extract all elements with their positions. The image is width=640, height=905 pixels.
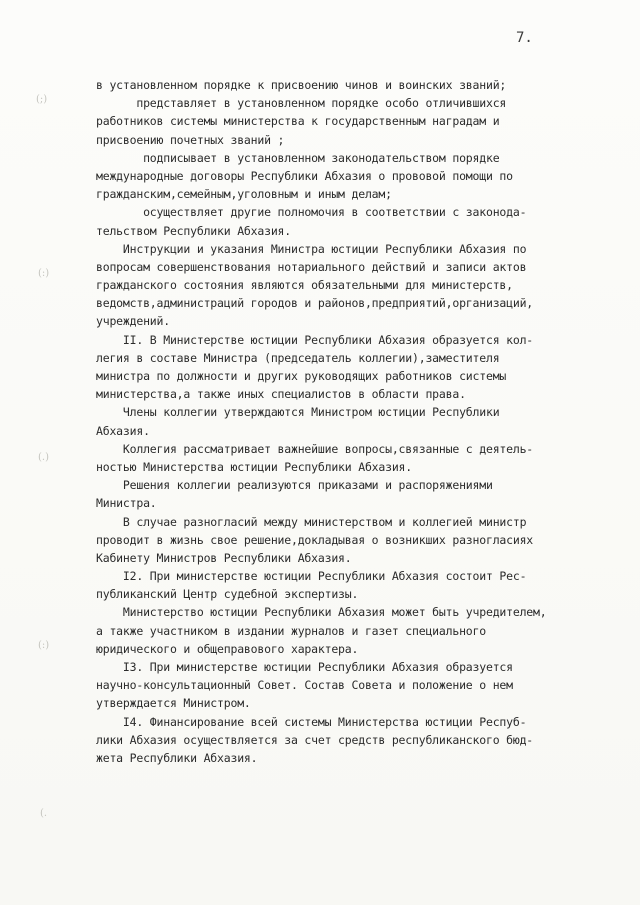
document-body [96, 76, 616, 767]
text-line: работников системы министерства к государственным наградам и [96, 114, 500, 129]
text-line: I4. Финансирование всей системы Министерства юстиции Респуб- [96, 714, 527, 729]
text-line: гражданского состояния являются обязательными для министерств, [96, 278, 513, 293]
text-line: ностью Министерства юстиции Республики Абхазия. [96, 459, 413, 474]
text-line: II. В Министерстве юстиции Республики Абхазия образуется кол- [96, 332, 534, 347]
text-line: а также участником в издании журналов и газет специального [96, 623, 486, 638]
text-line: В случае разногласий между министерством и коллегией министр [96, 514, 527, 529]
text-line: ведомств,администраций городов и районов,предприятий,организаций, [96, 296, 534, 311]
punch-hole-mark: (. [40, 808, 48, 819]
text-line: I3. При министерстве юстиции Республики Абхазия образуется [96, 660, 513, 674]
text-line: жета Республики Абхазия. [96, 750, 258, 765]
text-line: Решения коллегии реализуются приказами и распоряжениями [96, 478, 493, 493]
text-line: научно-консультационный Совет. Состав Совета и положение о нем [96, 678, 513, 693]
punch-hole-mark: (;) [36, 94, 48, 105]
text-line: Кабинету Министров Республики Абхазия. [96, 550, 352, 565]
text-line: Министра. [96, 496, 157, 511]
text-line: учреждений. [96, 314, 170, 329]
page-number: 7. [516, 30, 533, 46]
text-line: Абхазия. [96, 423, 150, 438]
text-line: вопросам совершенствования нотариального действий и записи актов [96, 259, 527, 274]
text-line: Коллегия рассматривает важнейшие вопросы,связанные с деятель- [96, 441, 534, 456]
text-line: в установленном порядке к присвоению чинов и воинских званий; [96, 78, 507, 92]
text-line: осуществляет другие полномочия в соответствии с законода- [96, 205, 527, 220]
text-line: Члены коллегии утверждаются Министром юстиции Республики [96, 405, 500, 420]
text-line: министра по должности и других руководящих работников системы [96, 369, 507, 383]
text-line: подписывает в установленном законодательством порядке [96, 150, 500, 165]
text-line: присвоению почетных званий ; [96, 132, 285, 147]
text-line: международные договоры Республики Абхазия о прововой помощи по [96, 168, 513, 183]
text-line: утверждается Министром. [96, 696, 251, 711]
punch-hole-mark: (.) [38, 452, 49, 463]
text-line: юридического и общеправового характера. [96, 641, 359, 656]
text-line: легия в составе Министра (председатель коллегии),заместителя [96, 350, 500, 365]
punch-hole-mark: (:) [38, 640, 50, 651]
punch-hole-mark: (:) [38, 268, 50, 279]
text-line: министерства,а также иных специалистов в области права. [96, 387, 466, 402]
text-line: представляет в установленном порядке особо отличившихся [96, 96, 507, 111]
text-line: Инструкции и указания Министра юстиции Республики Абхазия по [96, 241, 527, 256]
text-line: тельством Республики Абхазия. [96, 223, 291, 238]
text-line: публиканский Центр судебной экспертизы. [96, 587, 359, 602]
text-line: I2. При министерстве юстиции Республики Абхазия состоит Рес- [96, 569, 527, 584]
text-line: проводит в жизнь свое решение,докладывая о возникших разногласиях [96, 532, 534, 547]
text-line: гражданским,семейным,уголовным и иным делам; [96, 187, 392, 202]
text-line: Министерство юстиции Республики Абхазия может быть учредителем, [96, 605, 547, 620]
text-line: лики Абхазия осуществляется за счет средств республиканского бюд- [96, 732, 534, 747]
